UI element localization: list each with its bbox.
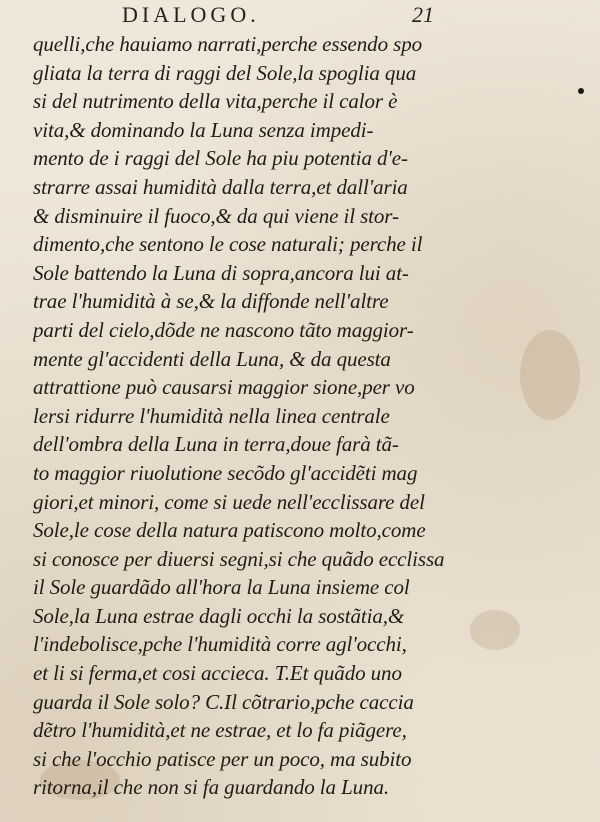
- text-line: si del nutrimento della vita,perche il calor è: [33, 89, 398, 114]
- paper-stain: [470, 610, 520, 650]
- page-header: [0, 2, 600, 32]
- text-line: to maggior riuolutione secõdo gl'accidẽti mag: [33, 460, 418, 485]
- margin-ink-dot: [578, 88, 584, 94]
- text-line: Sole battendo la Luna di sopra,ancora lui at-: [33, 260, 409, 285]
- text-line: lersi ridurre l'humidità nella linea centrale: [33, 403, 390, 428]
- text-line: Sole,la Luna estrae dagli occhi la sostãtia,&: [33, 603, 405, 628]
- text-line: strarre assai humidità dalla terra,et dall'aria: [33, 174, 408, 199]
- page-number: 21: [412, 2, 434, 27]
- text-line: Sole,le cose della natura patiscono molto,come: [33, 518, 426, 543]
- text-line: il Sole guardãdo all'hora la Luna insieme col: [33, 575, 410, 600]
- running-title: DIALOGO.: [122, 2, 260, 27]
- text-line: parti del cielo,dõde ne nascono tãto maggior-: [33, 317, 414, 342]
- text-line: gliata la terra di raggi del Sole,la spoglia qua: [33, 60, 417, 85]
- text-line: si che l'occhio patisce per un poco, ma subito: [33, 746, 412, 771]
- text-line: dimento,che sentono le cose naturali; perche il: [33, 232, 423, 257]
- text-line: dẽtro l'humidità,et ne estrae, et lo fa piãgere,: [33, 718, 407, 743]
- text-line: vita,& dominando la Luna senza impedi-: [33, 117, 374, 142]
- paper-stain: [520, 330, 580, 420]
- text-line: quelli,che hauiamo narrati,perche essendo spo: [33, 32, 422, 56]
- text-line: et li si ferma,et cosi accieca. T.Et quãdo uno: [33, 661, 402, 686]
- text-line: l'indebolisce,pche l'humidità corre agl'occhi,: [33, 632, 407, 657]
- text-line: ritorna,il che non si fa guardando la Luna.: [33, 775, 390, 800]
- body-text: [33, 30, 453, 802]
- text-line: & disminuire il fuoco,& da qui viene il stor-: [33, 203, 399, 228]
- text-line: giori,et minori, come si uede nell'ecclissare del: [33, 489, 425, 514]
- text-line: si conosce per diuersi segni,si che quãdo ecclissa: [33, 546, 445, 571]
- text-line: mento de i raggi del Sole ha piu potentia d'e-: [33, 146, 408, 171]
- text-line: dell'ombra della Luna in terra,doue farà tã-: [33, 432, 399, 457]
- text-line: mente gl'accidenti della Luna, & da questa: [33, 346, 391, 371]
- text-line: guarda il Sole solo? C.Il cõtrario,pche caccia: [33, 689, 414, 714]
- text-line: attrattione può causarsi maggior sione,per vo: [33, 375, 415, 400]
- text-line: trae l'humidità à se,& la diffonde nell'altre: [33, 289, 389, 314]
